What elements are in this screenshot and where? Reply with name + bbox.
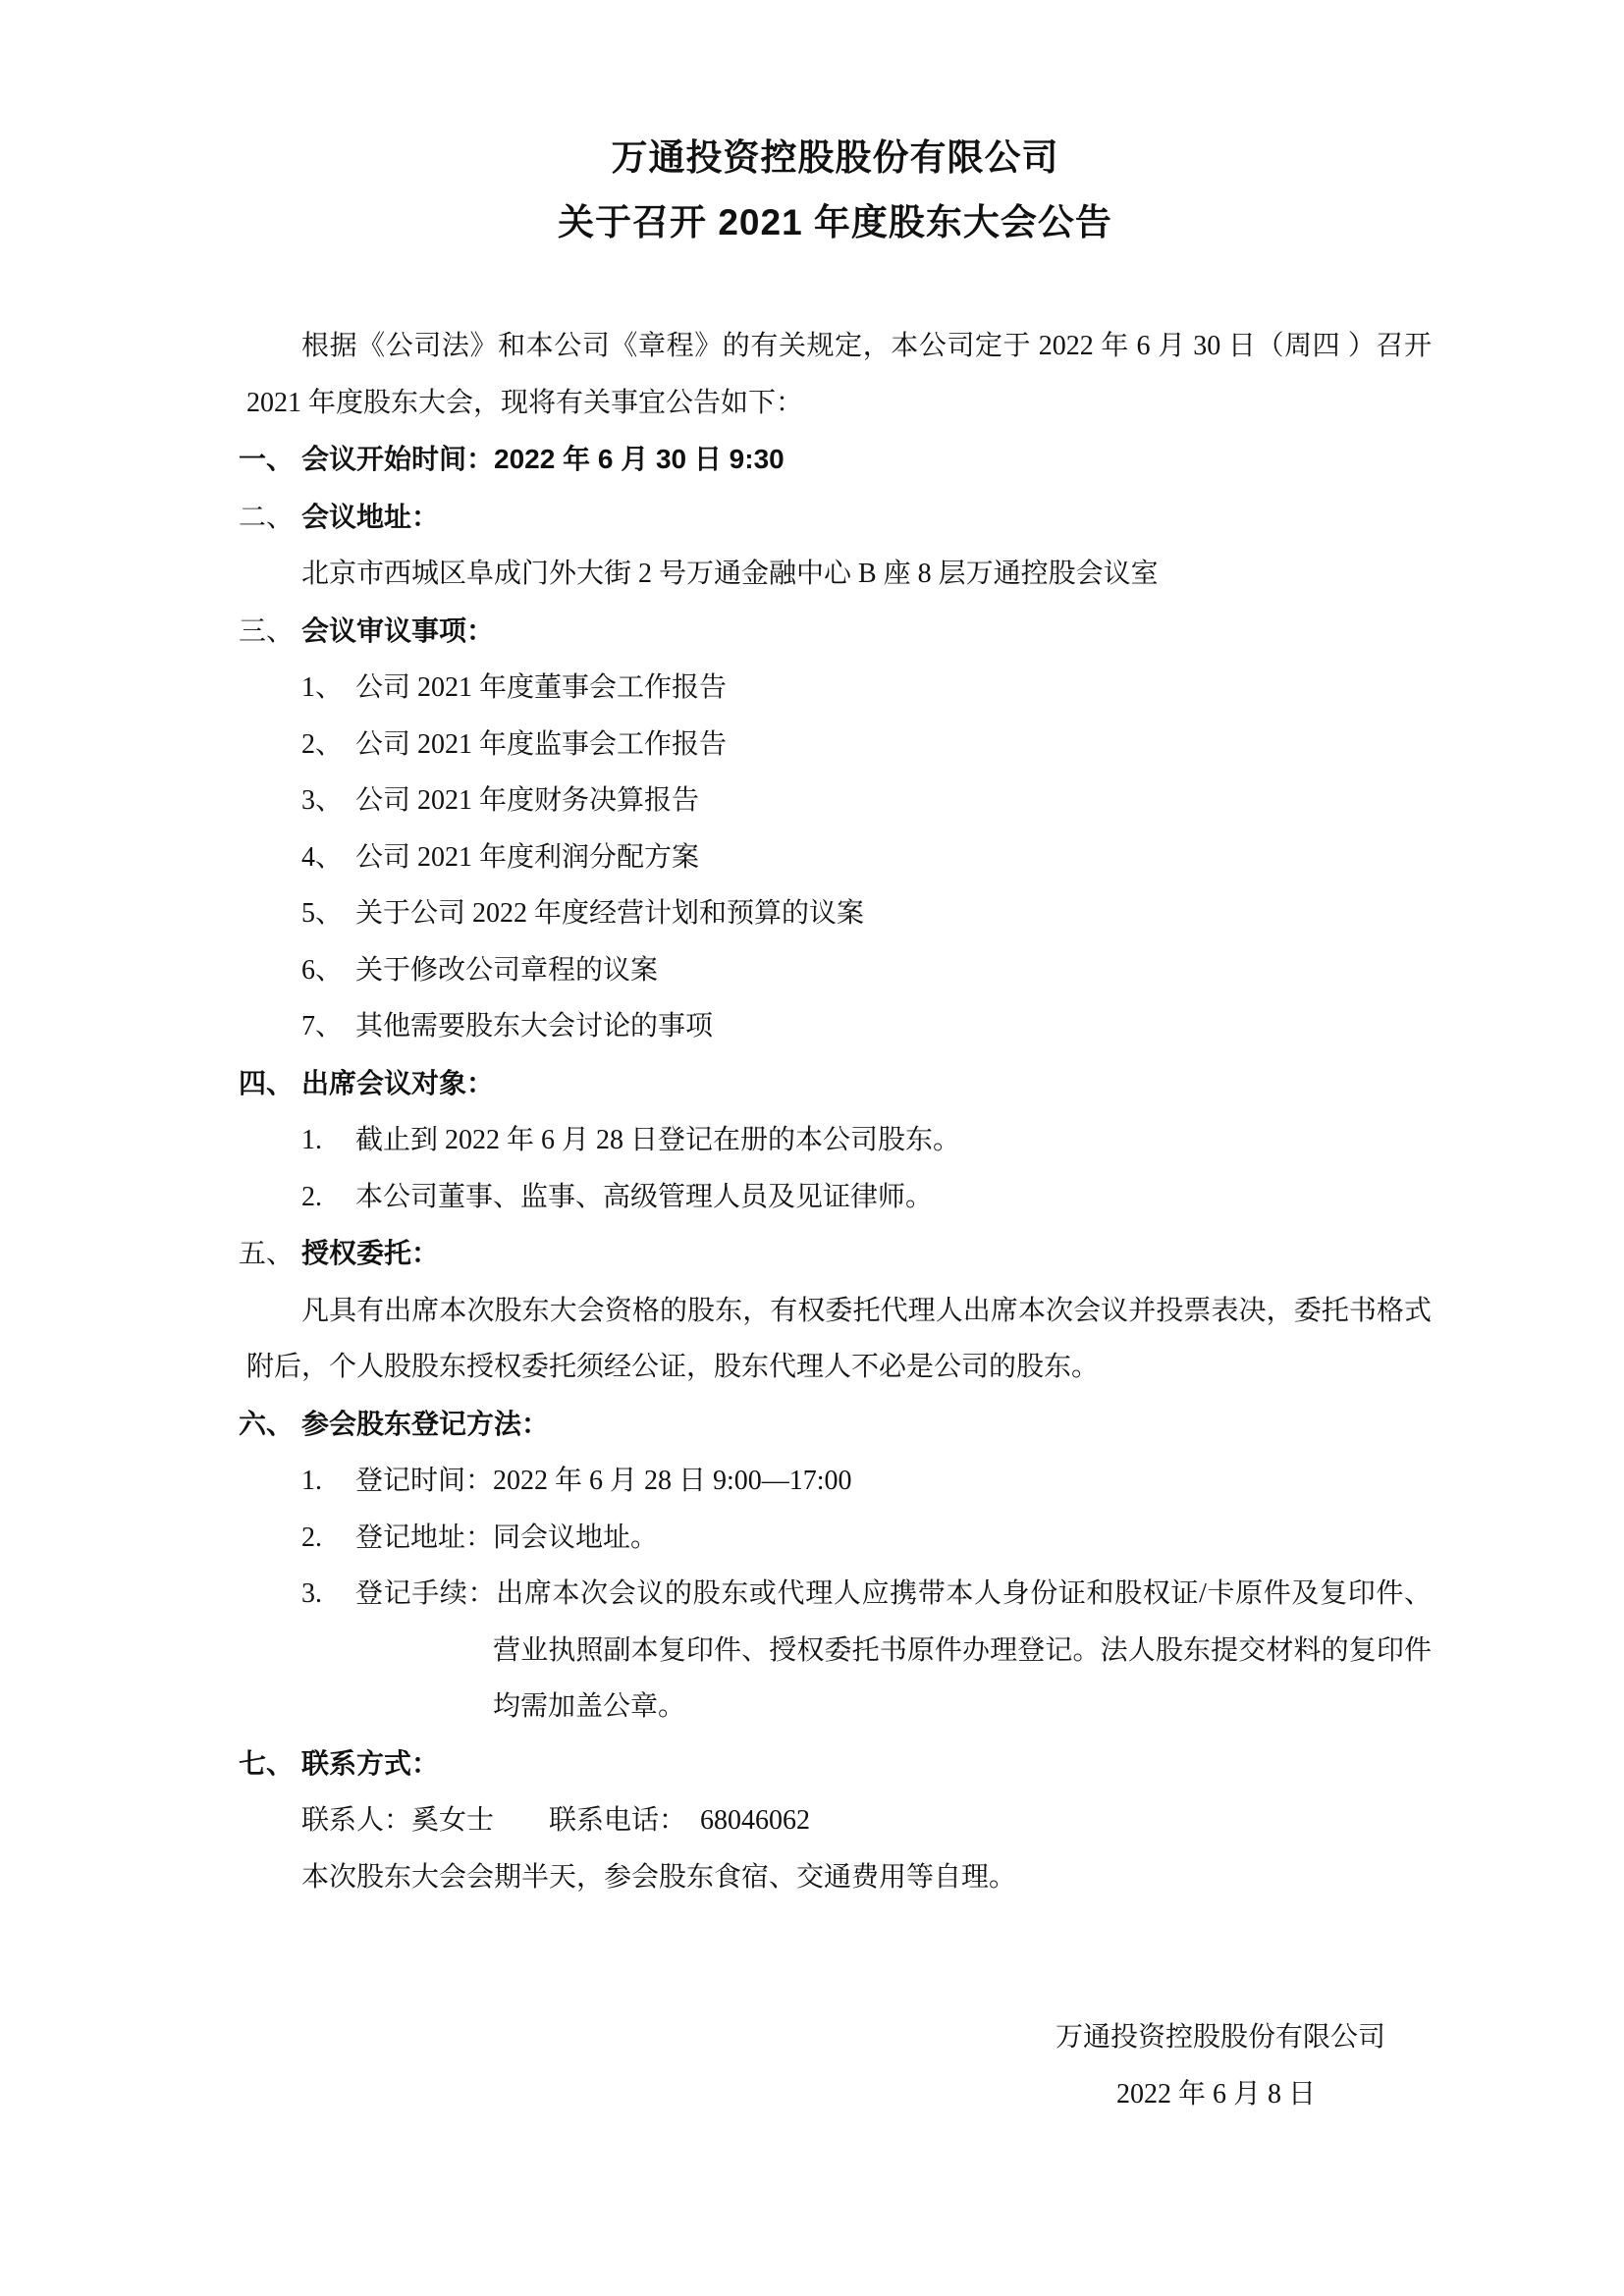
attendee-item bbox=[301, 1169, 1432, 1226]
section-marker: 一、 bbox=[239, 444, 295, 474]
item-number: 1、 bbox=[301, 672, 344, 703]
company-title: 万通投资控股股份有限公司 bbox=[611, 137, 1059, 178]
item-number: 7、 bbox=[301, 1011, 344, 1041]
item-number: 3、 bbox=[301, 785, 344, 816]
section-title: 会议地址： bbox=[301, 501, 440, 532]
section-heading-proxy bbox=[239, 1225, 1432, 1283]
section-heading-registration bbox=[239, 1396, 1432, 1454]
item-text: 关于修改公司章程的议案 bbox=[355, 954, 659, 986]
item-number: 5、 bbox=[301, 898, 344, 929]
section-title: 联系方式： bbox=[301, 1747, 440, 1779]
item-text bbox=[355, 1566, 1432, 1735]
section-marker: 六、 bbox=[239, 1408, 295, 1439]
agenda-item bbox=[301, 660, 1432, 717]
section-title: 授权委托： bbox=[301, 1238, 440, 1268]
item-number: 2. bbox=[301, 1181, 322, 1212]
item-number: 1. bbox=[301, 1466, 322, 1496]
agenda-item bbox=[301, 885, 1432, 942]
agenda-item bbox=[301, 998, 1432, 1055]
item-text: 公司 2021 年度董事会工作报告 bbox=[355, 672, 728, 703]
item-detail: 出席本次会议的股东或代理人应携带本人身份证和股权证/卡原件及复印件、营业执照副本复印件、授权委托书原件办理登记。法人股东提交材料的复印件均需加盖公章。 bbox=[493, 1578, 1432, 1722]
agenda-item bbox=[301, 942, 1432, 999]
item-number: 6、 bbox=[301, 954, 344, 986]
item-number: 3. bbox=[301, 1578, 322, 1609]
section-heading-meeting-address bbox=[239, 489, 1432, 547]
section-heading-contact bbox=[239, 1735, 1432, 1793]
item-text: 本公司董事、监事、高级管理人员及见证律师。 bbox=[355, 1181, 934, 1212]
section-marker: 二、 bbox=[239, 502, 295, 533]
item-text: 登记时间：2022 年 6 月 28 日 9:00—17:00 bbox=[355, 1466, 852, 1496]
signature-date: 2022 年 6 月 8 日 bbox=[1115, 2078, 1316, 2109]
item-text: 截止到 2022 年 6 月 28 日登记在册的本公司股东。 bbox=[355, 1125, 961, 1155]
agenda-item bbox=[301, 717, 1432, 774]
attendee-item bbox=[301, 1112, 1432, 1169]
item-number: 1. bbox=[301, 1125, 322, 1155]
note-line: 本次股东大会会期半天，参会股东食宿、交通费用等自理。 bbox=[301, 1861, 1017, 1893]
registration-item bbox=[301, 1566, 1432, 1735]
section-marker: 四、 bbox=[239, 1067, 295, 1098]
item-text: 公司 2021 年度财务决算报告 bbox=[355, 785, 700, 816]
registration-item bbox=[301, 1453, 1432, 1510]
proxy-paragraph: 凡具有出席本次股东大会资格的股东，有权委托代理人出席本次会议并投票表决，委托书格式附后，个人股股东授权委托须经公证，股东代理人不必是公司的股东。 bbox=[246, 1295, 1432, 1382]
agenda-item bbox=[301, 773, 1432, 829]
signature-company: 万通投资控股股份有限公司 bbox=[1055, 2022, 1385, 2053]
contact-line: 联系人：奚女士 联系电话： 68046062 bbox=[301, 1805, 811, 1836]
section-title: 会议开始时间：2022 年 6 月 30 日 9:30 bbox=[301, 444, 785, 474]
section-heading-attendees bbox=[239, 1055, 1432, 1113]
section-marker: 五、 bbox=[239, 1239, 295, 1269]
section-title: 出席会议对象： bbox=[301, 1067, 495, 1098]
section-title: 参会股东登记方法： bbox=[301, 1408, 550, 1439]
item-text: 关于公司 2022 年度经营计划和预算的议案 bbox=[355, 898, 865, 929]
item-number: 4、 bbox=[301, 841, 344, 873]
agenda-item bbox=[301, 829, 1432, 886]
section-heading-meeting-time bbox=[239, 431, 1432, 489]
item-text: 公司 2021 年度监事会工作报告 bbox=[355, 728, 728, 760]
section-heading-agenda bbox=[239, 603, 1432, 661]
registration-item bbox=[301, 1510, 1432, 1567]
item-text: 公司 2021 年度利润分配方案 bbox=[355, 841, 700, 873]
item-text: 其他需要股东大会讨论的事项 bbox=[355, 1011, 714, 1041]
signature-block bbox=[239, 2009, 1432, 2122]
intro-paragraph: 根据《公司法》和本公司《章程》的有关规定，本公司定于 2022 年 6 月 30 日（周四 ）召开 2021 年度股东大会，现将有关事宜公告如下： bbox=[246, 331, 1432, 418]
item-number: 2. bbox=[301, 1522, 322, 1553]
section-marker: 三、 bbox=[239, 615, 295, 647]
section-title: 会议审议事项： bbox=[301, 614, 495, 646]
item-number: 2、 bbox=[301, 728, 344, 760]
address-line: 北京市西城区阜成门外大街 2 号万通金融中心 B 座 8 层万通控股会议室 bbox=[301, 559, 1159, 589]
section-marker: 七、 bbox=[239, 1747, 295, 1779]
item-label: 登记手续： bbox=[355, 1578, 497, 1609]
item-text: 登记地址：同会议地址。 bbox=[355, 1522, 659, 1553]
announcement-title: 关于召开 2021 年度股东大会公告 bbox=[558, 202, 1112, 242]
